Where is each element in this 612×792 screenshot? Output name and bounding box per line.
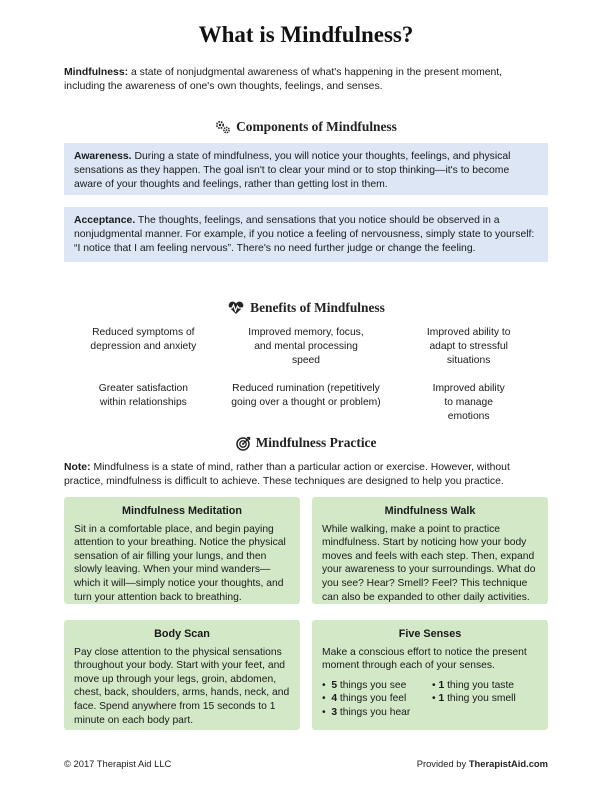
- list-item: • 5 things you see: [322, 679, 407, 691]
- acceptance-term: Acceptance.: [74, 215, 136, 226]
- benefits-heading: [0, 300, 612, 316]
- walk-text: While walking, make a point to practice mindfulness. Start by noticing how your body moves and feels with each step. Then, expand your awareness to your surroundings. What do you see? Hear? Smell? Feel? This technique can also be expanded to other daily activities.: [322, 523, 536, 603]
- heartbeat-icon: [227, 301, 245, 315]
- fivesenses-title: Five Senses: [398, 628, 462, 640]
- components-heading-text: Components of Mindfulness: [236, 119, 397, 134]
- benefit-item: Reduced rumination (repetitively going over a thought or problem): [231, 383, 381, 408]
- bodyscan-card: [64, 620, 300, 730]
- fivesenses-card: [312, 620, 548, 730]
- walk-card: [312, 497, 548, 604]
- components-heading: [0, 119, 612, 135]
- list-item: • 3 things you hear: [322, 706, 411, 718]
- page-title: What is Mindfulness?: [198, 22, 414, 47]
- senses-list: [322, 679, 538, 720]
- benefit-item: Reduced symptoms of depression and anxiety: [90, 327, 197, 352]
- walk-title: Mindfulness Walk: [384, 505, 476, 517]
- practice-heading-text: Mindfulness Practice: [255, 435, 377, 450]
- meditation-title: Mindfulness Meditation: [122, 505, 242, 517]
- list-item: • 1 thing you taste: [432, 679, 515, 691]
- note-text: Mindfulness is a state of mind, rather than a particular action or exercise. However, without practice, mindfulness is difficult to achieve. These techniques are designed to help you practice.: [64, 462, 510, 487]
- benefit-item: Improved ability to manage emotions: [432, 383, 505, 422]
- footer-copyright: © 2017 Therapist Aid LLC: [64, 758, 172, 769]
- intro-definition: [64, 66, 544, 94]
- bodyscan-title: Body Scan: [154, 628, 210, 640]
- awareness-box: [64, 143, 548, 195]
- acceptance-text: The thoughts, feelings, and sensations that you notice should be observed in a nonjudgmental manner. For example, if you notice a feeling of nervousness, simply state to yourself: “I notice that I am feeling nervous”. There's no need further judge or change the feeling.: [74, 215, 535, 254]
- acceptance-box: [64, 207, 548, 262]
- list-item: • 1 thing you smell: [432, 693, 516, 705]
- meditation-text: Sit in a comfortable place, and begin paying attention to your breathing. Notice the physical sensation of air filling your lungs, and then slowly leaving. When your mind wanders—which it will—simply notice your thoughts, and turn your attention back to breathing.: [74, 523, 286, 603]
- benefit-item: Improved memory, focus, and mental processing speed: [248, 327, 364, 366]
- target-icon: [236, 436, 251, 451]
- benefit-item: Greater satisfaction within relationships: [98, 383, 188, 408]
- list-item: • 4 things you feel: [322, 693, 407, 705]
- note-term: Note:: [64, 462, 91, 473]
- gears-icon: [215, 120, 231, 134]
- bodyscan-text: Pay close attention to the physical sensations throughout your body. Start with your feet, and move up through your legs, groin, abdomen, chest, back, shoulders, arms, hands, neck, and face. Spend anywhere from 15 seconds to 1 minute on each body part.: [74, 646, 290, 726]
- footer-brand: TherapistAid.com: [468, 758, 548, 769]
- fivesenses-text: Make a conscious effort to notice the present moment through each of your senses.: [322, 646, 527, 672]
- benefit-item: Improved ability to adapt to stressful situations: [426, 327, 511, 366]
- practice-note: [64, 461, 550, 489]
- benefits-heading-text: Benefits of Mindfulness: [250, 300, 385, 315]
- practice-heading: [0, 435, 612, 451]
- footer-provided: [417, 758, 548, 769]
- awareness-text: During a state of mindfulness, you will notice your thoughts, feelings, and physical sensations as they happen. The goal isn't to clear your mind or to stop thinking—it's to become aware of your thoughts and feelings, rather than getting lost in them.: [74, 151, 511, 190]
- awareness-term: Awareness.: [74, 151, 132, 162]
- benefits-grid: [62, 326, 550, 424]
- intro-term: Mindfulness:: [64, 67, 129, 78]
- intro-text: a state of nonjudgmental awareness of what's happening in the present moment, including the awareness of one's own thoughts, feelings, and senses.: [64, 67, 503, 92]
- meditation-card: [64, 497, 300, 604]
- footer-provided-prefix: Provided by: [416, 758, 469, 769]
